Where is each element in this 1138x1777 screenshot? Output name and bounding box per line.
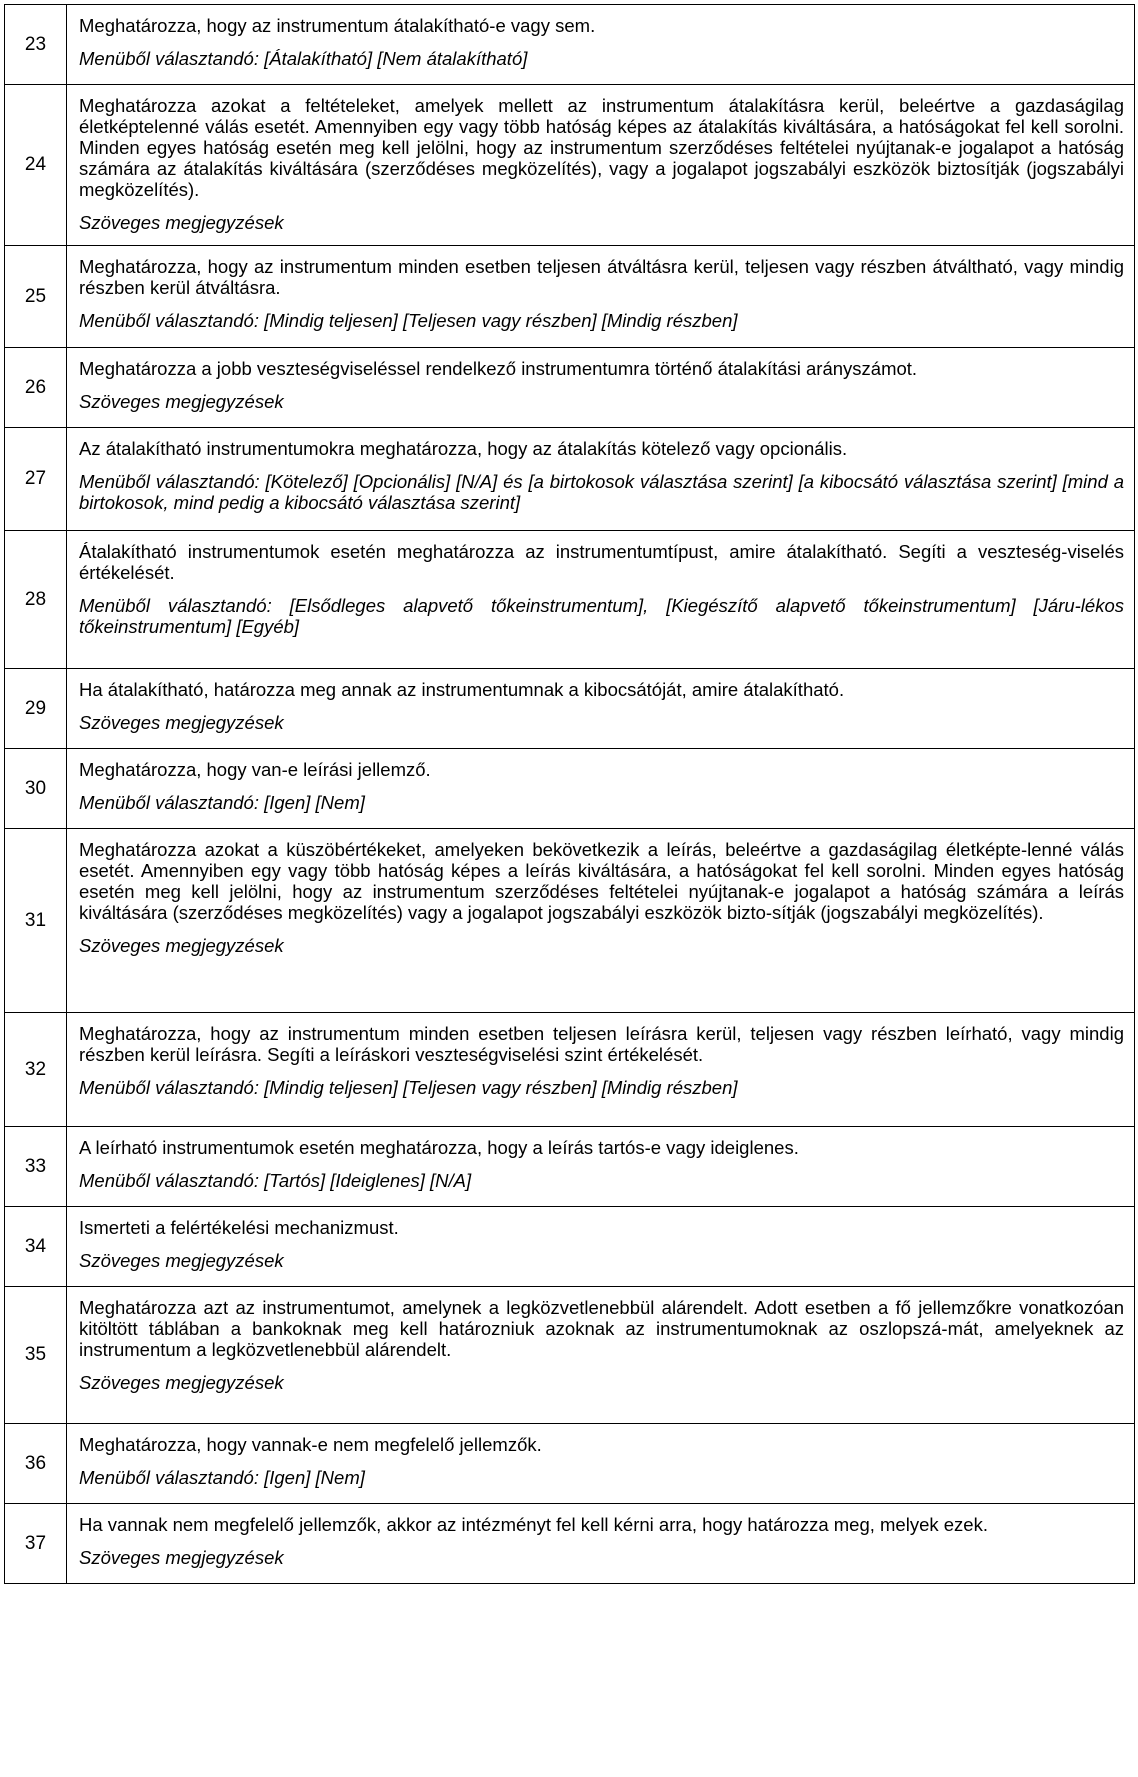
table-row (5, 85, 1135, 246)
row-number: 24 (5, 85, 67, 246)
row-number: 26 (5, 348, 67, 428)
row-note: Menüből választandó: [Igen] [Nem] (79, 792, 365, 813)
row-number: 23 (5, 5, 67, 85)
row-number: 27 (5, 428, 67, 531)
row-note: Menüből választandó: [Átalakítható] [Nem átalakítható] (79, 48, 528, 69)
row-number: 30 (5, 749, 67, 829)
row-note: Menüből választandó: [Mindig teljesen] [Teljesen vagy részben] [Mindig részben] (79, 1077, 738, 1098)
row-content (67, 85, 1135, 246)
definitions-table (4, 4, 1135, 1584)
table-row (5, 669, 1135, 749)
row-content (67, 1013, 1135, 1127)
row-description: Meghatározza, hogy az instrumentum minden esetben teljesen átváltásra kerül, teljesen vagy részben átváltható, vagy mindig részben kerül átváltásra. (79, 256, 1124, 298)
row-description: A leírható instrumentumok esetén meghatározza, hogy a leírás tartós-e vagy ideiglenes. (79, 1137, 799, 1158)
row-number: 32 (5, 1013, 67, 1127)
row-description: Meghatározza, hogy van-e leírási jellemző. (79, 759, 431, 780)
row-description: Átalakítható instrumentumok esetén meghatározza az instrumentumtípust, amire átalakítható. Segíti a veszteség-viselés értékelését. (79, 541, 1124, 583)
row-content (67, 1287, 1135, 1424)
row-note: Szöveges megjegyzések (79, 1250, 284, 1271)
table-row (5, 1127, 1135, 1207)
row-content (67, 531, 1135, 669)
row-description: Meghatározza, hogy az instrumentum átalakítható-e vagy sem. (79, 15, 596, 36)
row-description: Ismerteti a felértékelési mechanizmust. (79, 1217, 399, 1238)
row-description: Ha vannak nem megfelelő jellemzők, akkor az intézményt fel kell kérni arra, hogy határozza meg, melyek ezek. (79, 1514, 988, 1535)
row-number: 37 (5, 1504, 67, 1584)
row-note: Menüből választandó: [Kötelező] [Opcionális] [N/A] és [a birtokosok választása szerint] [a kibocsátó választása szerint] [mind a birtokosok, mind pedig a kibocsátó választása szerint] (79, 471, 1124, 513)
row-content (67, 1424, 1135, 1504)
row-content (67, 1207, 1135, 1287)
row-description: Meghatározza, hogy az instrumentum minden esetben teljesen leírásra kerül, teljesen vagy részben leírható, vagy mindig részben kerül leírásra. Segíti a leíráskori veszteségviselési szint értékelését. (79, 1023, 1124, 1065)
table-row (5, 348, 1135, 428)
row-number: 31 (5, 829, 67, 1013)
row-note: Menüből választandó: [Mindig teljesen] [Teljesen vagy részben] [Mindig részben] (79, 310, 738, 331)
row-note: Menüből választandó: [Elsődleges alapvető tőkeinstrumentum], [Kiegészítő alapvető tőkeinstrumentum] [Járu-lékos tőkeinstrumentum] [Egyéb] (79, 595, 1124, 637)
row-content (67, 669, 1135, 749)
table-row (5, 5, 1135, 85)
table-row (5, 1424, 1135, 1504)
row-description: Az átalakítható instrumentumokra meghatározza, hogy az átalakítás kötelező vagy opcionális. (79, 438, 848, 459)
row-description: Ha átalakítható, határozza meg annak az instrumentumnak a kibocsátóját, amire átalakítható. (79, 679, 845, 700)
row-content (67, 348, 1135, 428)
row-note: Szöveges megjegyzések (79, 391, 284, 412)
row-note: Szöveges megjegyzések (79, 712, 284, 733)
row-content (67, 1504, 1135, 1584)
row-description: Meghatározza a jobb veszteségviseléssel rendelkező instrumentumra történő átalakítási arányszámot. (79, 358, 918, 379)
row-number: 34 (5, 1207, 67, 1287)
row-note: Szöveges megjegyzések (79, 1547, 284, 1568)
row-description: Meghatározza azokat a feltételeket, amelyek mellett az instrumentum átalakításra kerül, beleértve a gazdaságilag életképtelenné válás esetét. Amennyiben egy vagy több hatóság képes az átalakítás kiváltására, a hatóságokat fel kell sorolni. Minden egyes hatóság esetén meg kell jelölni, hogy az instrumentum szerződéses feltételei nyújtanak-e jogalapot a hatóság számára az átalakítás kiváltására (szerződéses megközelítés), vagy a jogalapot jogszabályi eszközök biztosítják (jogszabályi megközelítés). (79, 95, 1124, 200)
table-row (5, 1207, 1135, 1287)
table-row (5, 531, 1135, 669)
row-note: Menüből választandó: [Tartós] [Ideiglenes] [N/A] (79, 1170, 472, 1191)
row-description: Meghatározza azokat a küszöbértékeket, amelyeken bekövetkezik a leírás, beleértve a gazdaságilag életképte-lenné válás esetét. Amennyiben egy vagy több hatóság képes a leírás kiváltására, a hatóságokat fel kell sorolni. Minden egyes hatóság esetén meg kell jelölni, hogy az instrumentum szerződéses feltételei nyújtanak-e jogalapot a hatóság számára a leírás kiváltására (szerződéses megközelítés) vagy a jogalapot jogszabályi eszközök bizto-sítják (jogszabályi megközelítés). (79, 839, 1124, 923)
row-number: 33 (5, 1127, 67, 1207)
row-number: 28 (5, 531, 67, 669)
table-row (5, 428, 1135, 531)
row-content (67, 1127, 1135, 1207)
row-note: Szöveges megjegyzések (79, 935, 284, 956)
row-content (67, 5, 1135, 85)
table-row (5, 1013, 1135, 1127)
row-content (67, 428, 1135, 531)
row-number: 29 (5, 669, 67, 749)
table-row (5, 749, 1135, 829)
row-content (67, 829, 1135, 1013)
row-number: 25 (5, 246, 67, 348)
row-note: Szöveges megjegyzések (79, 1372, 284, 1393)
row-description: Meghatározza, hogy vannak-e nem megfelelő jellemzők. (79, 1434, 542, 1455)
row-content (67, 749, 1135, 829)
table-row (5, 1287, 1135, 1424)
row-content (67, 246, 1135, 348)
table-row (5, 246, 1135, 348)
row-number: 35 (5, 1287, 67, 1424)
row-note: Menüből választandó: [Igen] [Nem] (79, 1467, 365, 1488)
row-number: 36 (5, 1424, 67, 1504)
table-body (5, 5, 1135, 1584)
row-description: Meghatározza azt az instrumentumot, amelynek a legközvetlenebbül alárendelt. Adott esetben a fő jellemzőkre vonatkozóan kitöltött táblában a bankoknak meg kell határozniuk azoknak az instrumentumoknak az oszlopszá-mát, amelyeknek az instrumentum a legközvetlenebbül alárendelt. (79, 1297, 1124, 1360)
table-row (5, 829, 1135, 1013)
row-note: Szöveges megjegyzések (79, 212, 284, 233)
table-row (5, 1504, 1135, 1584)
